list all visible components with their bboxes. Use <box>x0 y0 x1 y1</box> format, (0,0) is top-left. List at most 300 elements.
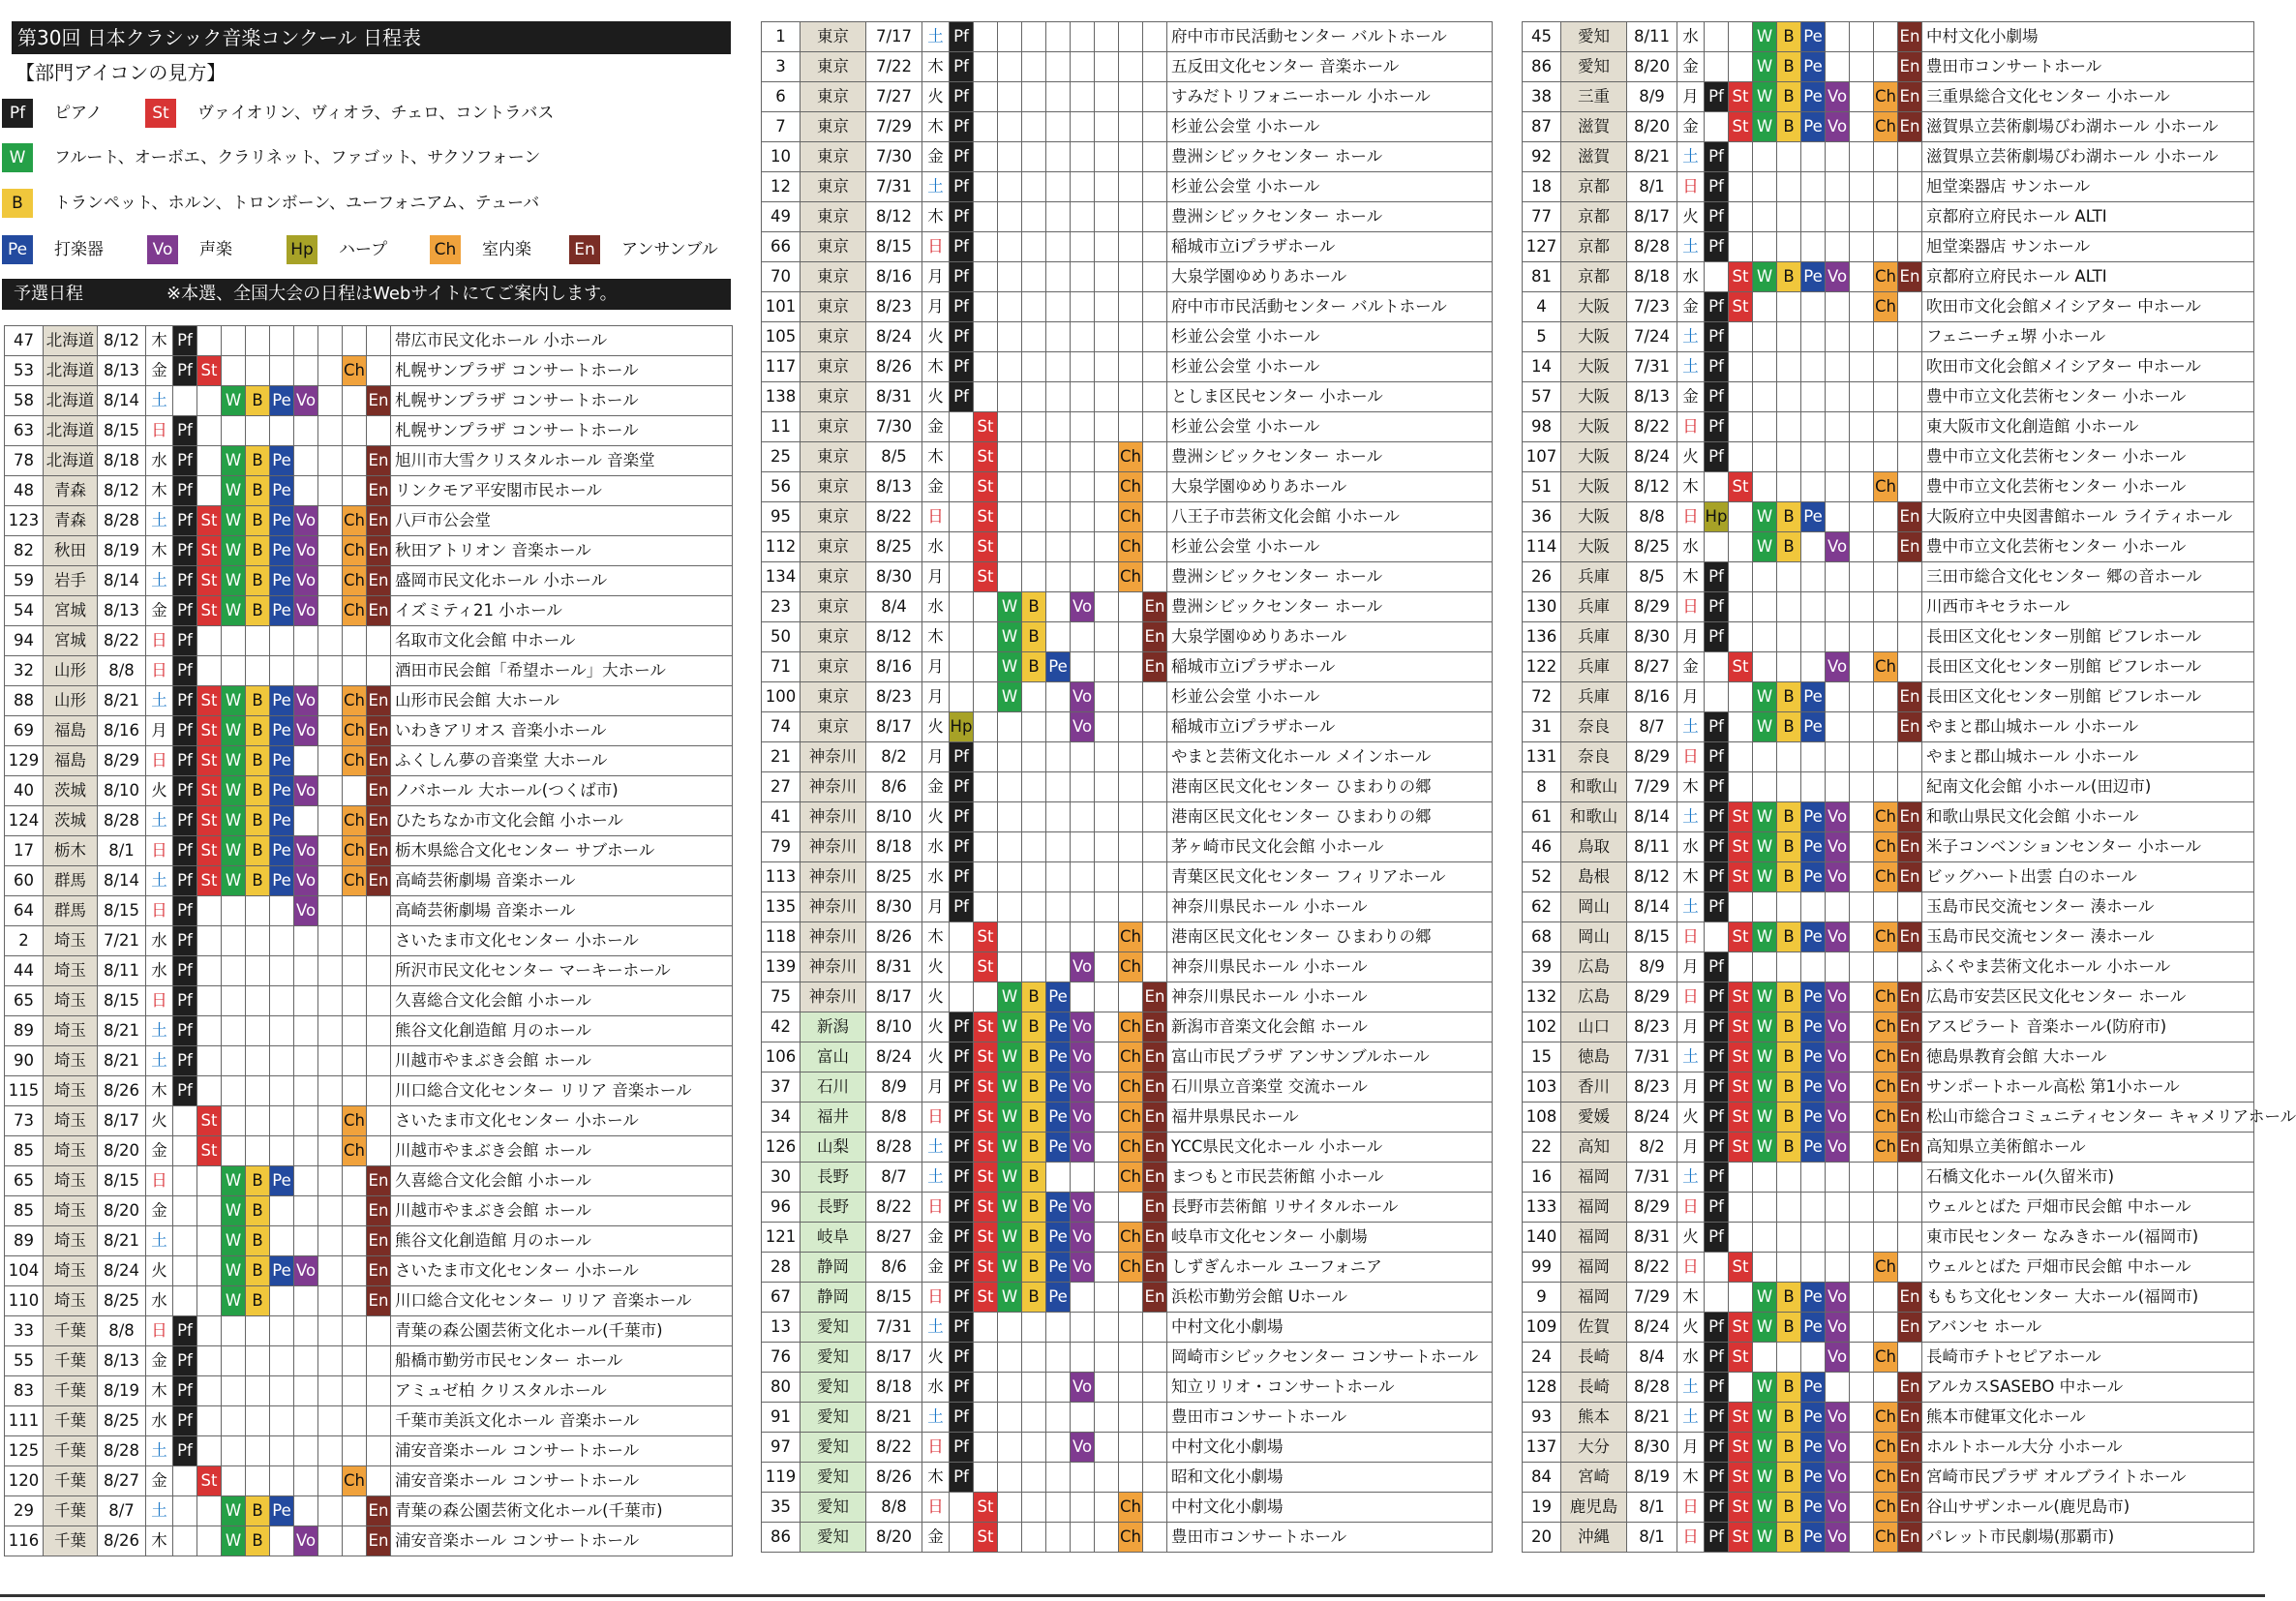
category-cell <box>1874 592 1898 622</box>
piano-icon: Pf <box>173 806 197 836</box>
table-row <box>1523 142 2254 172</box>
category-cell <box>950 1523 974 1553</box>
category-cell <box>1801 1163 1826 1193</box>
category-cell <box>294 356 318 386</box>
weekday-cell: 水 <box>922 532 950 562</box>
prefecture-cell: 宮城 <box>44 596 98 626</box>
vocal-icon: Vo <box>294 896 318 926</box>
category-cell <box>1801 622 1826 652</box>
prefecture-cell: 埼玉 <box>44 986 98 1016</box>
category-cell <box>1119 832 1143 862</box>
table-row <box>762 652 1493 682</box>
prefecture-cell: 愛媛 <box>1561 1103 1627 1133</box>
piano-icon: Pf <box>1705 1193 1729 1223</box>
harp-icon: Hp <box>1705 502 1729 532</box>
vocal-icon: Vo <box>1826 1042 1850 1072</box>
table-row <box>762 1223 1493 1253</box>
category-cell <box>1022 1523 1046 1553</box>
venue-cell: 熊本市健軍文化ホール <box>1922 1403 2254 1433</box>
table-row <box>5 506 733 536</box>
prefecture-cell: 石川 <box>801 1072 866 1103</box>
table-row <box>1523 592 2254 622</box>
category-cell <box>1143 22 1167 52</box>
category-cell <box>1046 82 1071 112</box>
category-cell <box>343 1256 367 1286</box>
category-cell <box>1850 1403 1874 1433</box>
chamber-icon: Ch <box>1119 532 1143 562</box>
category-cell <box>974 112 998 142</box>
date-cell: 8/17 <box>866 712 922 742</box>
brass-icon: B <box>1777 1103 1801 1133</box>
entry-number: 1 <box>762 22 801 52</box>
date-cell: 8/30 <box>866 892 922 922</box>
weekday-cell: 木 <box>146 1526 173 1556</box>
vocal-icon: Vo <box>1071 712 1095 742</box>
category-cell <box>173 1136 197 1166</box>
brass-icon: B <box>1022 1193 1046 1223</box>
weekday-cell: 月 <box>1677 82 1705 112</box>
piano-icon: Pf <box>1705 832 1729 862</box>
category-cell <box>343 776 367 806</box>
category-cell <box>1143 682 1167 712</box>
category-cell <box>1071 142 1095 172</box>
brass-icon: B <box>1022 652 1046 682</box>
venue-cell: ウェルとばた 戸畑市民会館 中ホール <box>1922 1193 2254 1223</box>
date-cell: 8/19 <box>98 536 146 566</box>
woodwind-icon: W <box>1753 1493 1777 1523</box>
category-cell <box>1119 232 1143 262</box>
table-row <box>5 926 733 956</box>
date-cell: 8/13 <box>98 356 146 386</box>
entry-number: 18 <box>1523 172 1561 202</box>
brass-icon: B <box>246 1496 270 1526</box>
strings-icon: St <box>145 99 176 128</box>
prefecture-cell: 青森 <box>44 476 98 506</box>
weekday-cell: 火 <box>922 1012 950 1042</box>
category-cell <box>1119 1193 1143 1223</box>
category-cell <box>1143 1403 1167 1433</box>
brass-icon: B <box>1777 502 1801 532</box>
table-row <box>1523 22 2254 52</box>
category-cell <box>1801 412 1826 442</box>
legend-label: アンサンブル <box>621 240 718 259</box>
piano-icon: Pf <box>1705 1313 1729 1343</box>
date-cell: 7/30 <box>866 142 922 172</box>
category-cell <box>270 956 294 986</box>
strings-icon: St <box>974 1283 998 1313</box>
weekday-cell: 火 <box>146 776 173 806</box>
brass-icon: B <box>1777 982 1801 1012</box>
woodwind-icon: W <box>998 1193 1022 1223</box>
category-cell <box>1071 1343 1095 1373</box>
weekday-cell: 水 <box>146 446 173 476</box>
weekday-cell: 月 <box>922 562 950 592</box>
table-row <box>762 262 1493 292</box>
category-cell <box>1119 352 1143 382</box>
category-cell <box>1022 322 1046 352</box>
weekday-cell: 木 <box>146 1076 173 1106</box>
brass-icon: B <box>1022 1042 1046 1072</box>
chamber-icon: Ch <box>1119 1072 1143 1103</box>
category-cell <box>318 446 343 476</box>
table-row <box>5 1046 733 1076</box>
strings-icon: St <box>1729 802 1753 832</box>
weekday-cell: 木 <box>1677 1463 1705 1493</box>
category-cell <box>1850 1433 1874 1463</box>
category-cell <box>1071 832 1095 862</box>
woodwind-icon: W <box>1753 1072 1777 1103</box>
table-row <box>762 1042 1493 1072</box>
brass-icon: B <box>1777 712 1801 742</box>
date-cell: 8/4 <box>866 592 922 622</box>
strings-icon: St <box>197 806 222 836</box>
category-cell <box>1801 1193 1826 1223</box>
date-cell: 8/5 <box>866 442 922 472</box>
category-cell <box>367 416 391 446</box>
percussion-icon: Pe <box>1801 1313 1826 1343</box>
category-cell <box>270 1436 294 1466</box>
venue-cell: 中村文化小劇場 <box>1922 22 2254 52</box>
category-cell <box>1898 742 1922 772</box>
category-cell <box>1850 112 1874 142</box>
category-cell <box>343 1316 367 1346</box>
entry-number: 134 <box>762 562 801 592</box>
weekday-cell: 水 <box>922 832 950 862</box>
category-cell <box>1046 322 1071 352</box>
venue-cell: 中村文化小劇場 <box>1167 1313 1493 1343</box>
category-cell <box>998 262 1022 292</box>
weekday-cell: 木 <box>146 536 173 566</box>
category-cell <box>343 1076 367 1106</box>
chamber-icon: Ch <box>1119 1103 1143 1133</box>
category-cell <box>1095 292 1119 322</box>
ensemble-icon: En <box>1898 1493 1922 1523</box>
chamber-icon: Ch <box>343 716 367 746</box>
entry-number: 72 <box>1523 682 1561 712</box>
prefecture-cell: 栃木 <box>44 836 98 866</box>
strings-icon: St <box>1729 262 1753 292</box>
piano-icon: Pf <box>173 626 197 656</box>
category-cell <box>1874 172 1898 202</box>
brass-icon: B <box>1777 832 1801 862</box>
percussion-icon: Pe <box>1046 1253 1071 1283</box>
ensemble-icon: En <box>367 566 391 596</box>
prefecture-cell: 岐阜 <box>801 1223 866 1253</box>
date-cell: 8/11 <box>1627 22 1677 52</box>
category-cell <box>1046 142 1071 172</box>
date-cell: 8/1 <box>1627 1493 1677 1523</box>
category-cell <box>974 802 998 832</box>
entry-number: 99 <box>1523 1253 1561 1283</box>
category-cell <box>1119 142 1143 172</box>
prefecture-cell: 兵庫 <box>1561 592 1627 622</box>
piano-icon: Pf <box>1705 1042 1729 1072</box>
table-row <box>5 1016 733 1046</box>
category-cell <box>1777 172 1801 202</box>
strings-icon: St <box>1729 1133 1753 1163</box>
table-row <box>5 1166 733 1196</box>
entry-number: 41 <box>762 802 801 832</box>
percussion-icon: Pe <box>270 536 294 566</box>
weekday-cell: 月 <box>1677 682 1705 712</box>
entry-number: 49 <box>762 202 801 232</box>
category-cell <box>1143 1373 1167 1403</box>
category-cell <box>318 326 343 356</box>
category-cell <box>1874 412 1898 442</box>
percussion-icon: Pe <box>270 776 294 806</box>
category-cell <box>318 1256 343 1286</box>
category-cell <box>1119 412 1143 442</box>
date-cell: 8/6 <box>866 1253 922 1283</box>
category-cell <box>1826 382 1850 412</box>
weekday-cell: 日 <box>922 232 950 262</box>
category-cell <box>1850 1133 1874 1163</box>
section-note: ※本選、全国大会の日程はWebサイトにてご案内します。 <box>166 284 618 304</box>
prefecture-cell: 鹿児島 <box>1561 1493 1627 1523</box>
category-cell <box>343 1046 367 1076</box>
strings-icon: St <box>974 1193 998 1223</box>
vocal-icon: Vo <box>1826 1133 1850 1163</box>
vocal-icon: Vo <box>1826 1072 1850 1103</box>
venue-cell: 大泉学園ゆめりあホール <box>1167 622 1493 652</box>
category-cell <box>343 1016 367 1046</box>
category-cell <box>1095 562 1119 592</box>
table-row <box>1523 292 2254 322</box>
venue-cell: 茅ヶ崎市民文化会館 小ホール <box>1167 832 1493 862</box>
brass-icon: B <box>246 746 270 776</box>
category-cell <box>1143 562 1167 592</box>
category-cell <box>1850 1012 1874 1042</box>
category-cell <box>950 1493 974 1523</box>
category-cell <box>1801 382 1826 412</box>
prefecture-cell: 福井 <box>801 1103 866 1133</box>
piano-icon: Pf <box>950 262 974 292</box>
category-cell <box>1850 322 1874 352</box>
weekday-cell: 日 <box>146 896 173 926</box>
venue-cell: 福井県県民ホール <box>1167 1103 1493 1133</box>
category-cell <box>246 356 270 386</box>
category-cell <box>1898 1343 1922 1373</box>
category-cell <box>1850 52 1874 82</box>
prefecture-cell: 福岡 <box>1561 1163 1627 1193</box>
category-cell <box>222 1406 246 1436</box>
entry-number: 6 <box>762 82 801 112</box>
category-cell <box>1777 292 1801 322</box>
prefecture-cell: 東京 <box>801 352 866 382</box>
weekday-cell: 火 <box>922 322 950 352</box>
ensemble-icon: En <box>1898 1463 1922 1493</box>
category-cell <box>318 1196 343 1226</box>
vocal-icon: Vo <box>294 716 318 746</box>
category-cell <box>318 686 343 716</box>
category-cell <box>1705 472 1729 502</box>
category-cell <box>222 626 246 656</box>
category-cell <box>318 1406 343 1436</box>
table-row <box>762 1163 1493 1193</box>
table-row <box>1523 892 2254 922</box>
category-cell <box>1095 172 1119 202</box>
chamber-icon: Ch <box>1874 802 1898 832</box>
weekday-cell: 火 <box>1677 1313 1705 1343</box>
ensemble-icon: En <box>1898 1042 1922 1072</box>
category-cell <box>1071 292 1095 322</box>
prefecture-cell: 神奈川 <box>801 742 866 772</box>
entry-number: 133 <box>1523 1193 1561 1223</box>
category-cell <box>367 656 391 686</box>
venue-cell: 杉並公会堂 小ホール <box>1167 412 1493 442</box>
venue-cell: 豊田市コンサートホール <box>1922 52 2254 82</box>
category-cell <box>1777 442 1801 472</box>
category-cell <box>294 416 318 446</box>
category-cell <box>1850 472 1874 502</box>
category-cell <box>367 1466 391 1496</box>
table-row <box>5 1106 733 1136</box>
percussion-icon: Pe <box>1801 802 1826 832</box>
table-row <box>1523 532 2254 562</box>
entry-number: 7 <box>762 112 801 142</box>
table-row <box>1523 712 2254 742</box>
percussion-icon: Pe <box>1801 1072 1826 1103</box>
entry-number: 87 <box>1523 112 1561 142</box>
weekday-cell: 水 <box>1677 532 1705 562</box>
category-cell <box>246 1466 270 1496</box>
strings-icon: St <box>1729 1042 1753 1072</box>
date-cell: 8/8 <box>1627 502 1677 532</box>
percussion-icon: Pe <box>270 506 294 536</box>
date-cell: 8/10 <box>866 802 922 832</box>
ensemble-icon: En <box>1898 1313 1922 1343</box>
brass-icon: B <box>1777 22 1801 52</box>
venue-cell: 稲城市立iプラザホール <box>1167 712 1493 742</box>
strings-icon: St <box>974 1072 998 1103</box>
category-cell <box>246 1316 270 1346</box>
weekday-cell: 火 <box>1677 1103 1705 1133</box>
piano-icon: Pf <box>950 1373 974 1403</box>
chamber-icon: Ch <box>1874 832 1898 862</box>
section-title: 予選日程 <box>14 284 83 304</box>
brass-icon: B <box>246 536 270 566</box>
piano-icon: Pf <box>173 866 197 896</box>
woodwind-icon: W <box>222 386 246 416</box>
category-cell <box>343 626 367 656</box>
prefecture-cell: 愛知 <box>801 1373 866 1403</box>
category-cell <box>1753 352 1777 382</box>
venue-cell: 秋田アトリオン 音楽ホール <box>391 536 733 566</box>
entry-number: 62 <box>1523 892 1561 922</box>
table-row <box>762 1133 1493 1163</box>
venue-cell: 豊田市コンサートホール <box>1167 1523 1493 1553</box>
venue-cell: 新潟市音楽文化会館 ホール <box>1167 1012 1493 1042</box>
date-cell: 8/28 <box>98 506 146 536</box>
category-cell <box>270 326 294 356</box>
strings-icon: St <box>974 502 998 532</box>
category-cell <box>1753 1163 1777 1193</box>
category-cell <box>1801 952 1826 982</box>
brass-icon: B <box>1777 1403 1801 1433</box>
prefecture-cell: 大阪 <box>1561 442 1627 472</box>
category-cell <box>270 1526 294 1556</box>
date-cell: 8/17 <box>1627 202 1677 232</box>
category-cell <box>1898 1223 1922 1253</box>
prefecture-cell: 宮城 <box>44 626 98 656</box>
category-cell <box>318 956 343 986</box>
entry-number: 91 <box>762 1403 801 1433</box>
prefecture-cell: 奈良 <box>1561 712 1627 742</box>
venue-cell: 船橋市勤労市民センター ホール <box>391 1346 733 1376</box>
chamber-icon: Ch <box>343 746 367 776</box>
table-row <box>762 1253 1493 1283</box>
category-cell <box>1850 1313 1874 1343</box>
woodwind-icon: W <box>1753 1283 1777 1313</box>
entry-number: 132 <box>1523 982 1561 1012</box>
category-cell <box>318 1046 343 1076</box>
category-cell <box>1705 1283 1729 1313</box>
category-cell <box>222 956 246 986</box>
category-cell <box>1874 622 1898 652</box>
category-cell <box>1850 352 1874 382</box>
category-cell <box>1143 1463 1167 1493</box>
category-cell <box>1826 202 1850 232</box>
category-cell <box>294 1346 318 1376</box>
legend-label: トランペット、ホルン、トロンボーン、ユーフォニアム、テューバ <box>54 194 540 213</box>
venue-cell: 豊中市立文化芸術センター 小ホール <box>1922 532 2254 562</box>
weekday-cell: 日 <box>1677 1193 1705 1223</box>
piano-icon: Pf <box>1705 412 1729 442</box>
category-cell <box>1801 352 1826 382</box>
piano-icon: Pf <box>173 1076 197 1106</box>
category-cell <box>246 956 270 986</box>
category-cell <box>1071 202 1095 232</box>
weekday-cell: 月 <box>1677 622 1705 652</box>
strings-icon: St <box>1729 1433 1753 1463</box>
category-cell <box>998 22 1022 52</box>
entry-number: 25 <box>762 442 801 472</box>
chamber-icon: Ch <box>1119 1042 1143 1072</box>
category-cell <box>173 1526 197 1556</box>
strings-icon: St <box>197 686 222 716</box>
strings-icon: St <box>197 866 222 896</box>
venue-cell: 川越市やまぶき会館 ホール <box>391 1046 733 1076</box>
weekday-cell: 木 <box>922 202 950 232</box>
category-cell <box>197 1016 222 1046</box>
venue-cell: いわきアリオス 音楽小ホール <box>391 716 733 746</box>
date-cell: 8/13 <box>866 472 922 502</box>
piano-icon: Pf <box>1705 202 1729 232</box>
weekday-cell: 土 <box>146 866 173 896</box>
weekday-cell: 土 <box>1677 232 1705 262</box>
prefecture-cell: 東京 <box>801 322 866 352</box>
category-cell <box>1143 412 1167 442</box>
category-cell <box>294 1436 318 1466</box>
weekday-cell: 金 <box>146 1196 173 1226</box>
brass-icon: B <box>246 1166 270 1196</box>
category-cell <box>1753 172 1777 202</box>
venue-cell: 札幌サンプラザ コンサートホール <box>391 416 733 446</box>
weekday-cell: 金 <box>146 1346 173 1376</box>
category-cell <box>222 1136 246 1166</box>
category-cell <box>294 1196 318 1226</box>
brass-icon: B <box>1777 532 1801 562</box>
percussion-icon: Pe <box>1046 1283 1071 1313</box>
entry-number: 17 <box>5 836 44 866</box>
venue-cell: アミュゼ柏 クリスタルホール <box>391 1376 733 1406</box>
category-cell <box>1753 562 1777 592</box>
piano-icon: Pf <box>1705 232 1729 262</box>
category-cell <box>974 22 998 52</box>
percussion-icon: Pe <box>270 596 294 626</box>
table-row <box>762 1072 1493 1103</box>
weekday-cell: 金 <box>1677 112 1705 142</box>
